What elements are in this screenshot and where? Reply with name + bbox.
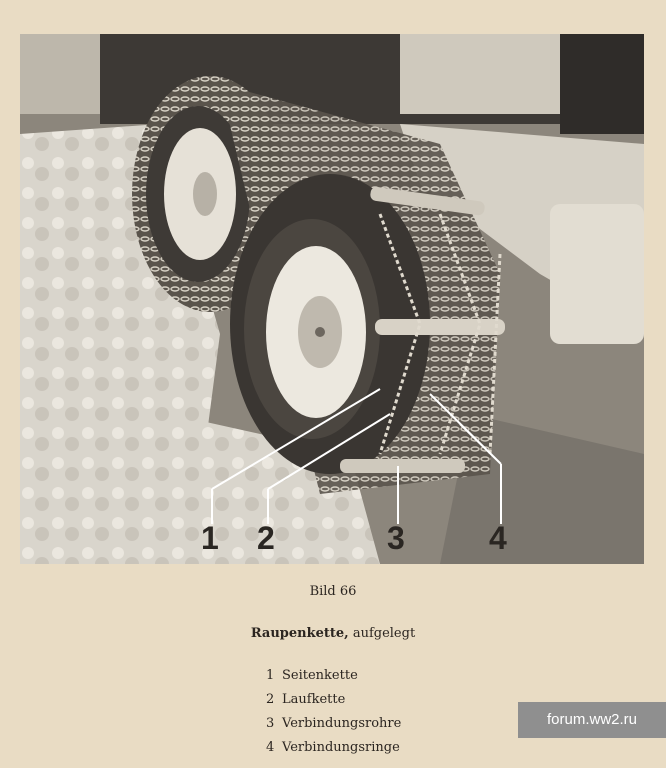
legend-number: 2 (266, 692, 275, 707)
legend-number: 4 (266, 740, 275, 755)
legend-label: Verbindungsringe (282, 740, 400, 755)
callout-number-3: 3 (387, 520, 405, 556)
watermark: forum.ww2.ru (518, 702, 666, 738)
callout-number-1: 1 (201, 520, 219, 556)
tracked-wheels-illustration (20, 34, 644, 564)
callout-number-2: 2 (257, 520, 275, 556)
legend-number: 3 (266, 716, 275, 731)
legend-label: Verbindungsrohre (282, 716, 402, 731)
figure-title (0, 626, 666, 641)
figure-title-bold: Raupenkette, (250, 626, 349, 641)
legend-item (266, 736, 401, 760)
figure-photograph (20, 34, 644, 564)
figure-legend (266, 664, 401, 760)
figure-title-rest: aufgelegt (348, 626, 416, 641)
legend-label: Laufkette (282, 692, 346, 707)
legend-item (266, 688, 401, 712)
legend-number: 1 (266, 668, 275, 683)
legend-item (266, 712, 401, 736)
figure-number: Bild 66 (309, 584, 357, 599)
legend-item (266, 664, 401, 688)
legend-label: Seitenkette (282, 668, 358, 683)
callout-number-4: 4 (489, 520, 507, 556)
